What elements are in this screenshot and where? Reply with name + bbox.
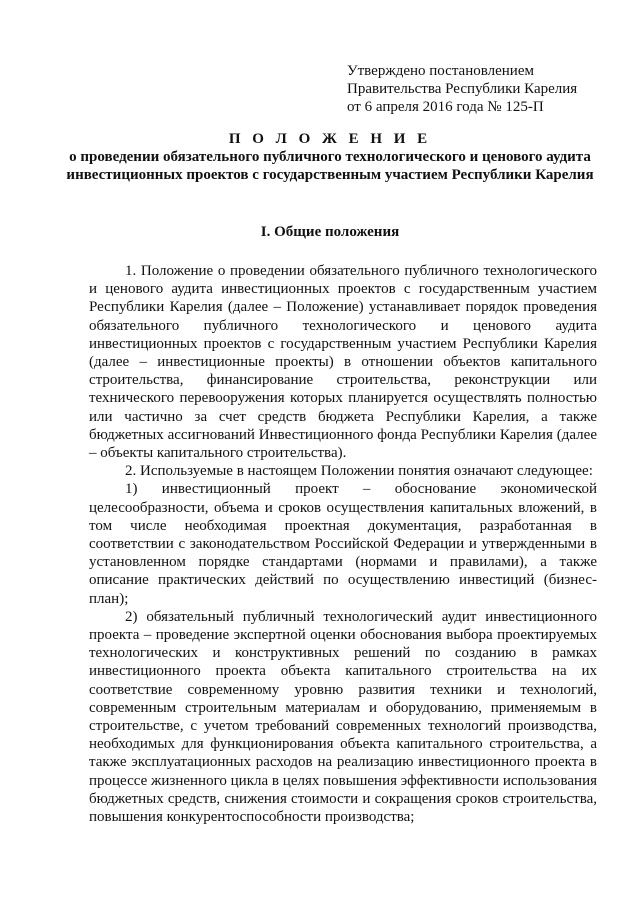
approval-line: Правительства Республики Карелия — [347, 81, 578, 97]
paragraph: 1) инвестиционный проект – обоснование экономической целесообразности, объема и сроков осуществления капитальных вложений, в том числе необходимая проектная документация, разработанная в соответствии с законодательством Российской Федерации и утвержденными в установленном порядке стандартами (нормами и правилами), а также описание практических действий по осуществлению инвестиций (бизнес-план); — [89, 481, 597, 607]
approval-line: от 6 апреля 2016 года № 125-П — [347, 99, 544, 115]
document-body — [89, 262, 597, 826]
paragraph: 2) обязательный публичный технологический аудит инвестиционного проекта – проведение экспертной оценки обоснования выбора проектируемых технологических и конструктивных решений по созданию в рамках инвестиционного проекта объекта капитального строительства на их соответствие современному уровню развития техники и технологий, современным строительным материалам и оборудованию, применяемым в строительстве, с учетом требований современных технологий производства, необходимых для функционирования объекта капитального строительства, а также эксплуатационных расходов на реализацию инвестиционного проекта в процессе жизненного цикла в целях повышения эффективности использования бюджетных средств, снижения стоимости и сокращения сроков строительства, повышения конкурентоспособности производства; — [89, 608, 597, 826]
document-heading — [60, 130, 600, 184]
document-subtitle: о проведении обязательного публичного технологического и ценового аудита инвестиционных проектов с государственным участием Республики Карелия — [66, 149, 594, 183]
section-title: I. Общие положения — [260, 224, 400, 240]
paragraph: 1. Положение о проведении обязательного публичного технологического и ценового аудита инвестиционных проектов с государственным участием Республики Карелия (далее – Положение) устанавливает порядок проведения обязательного публичного технологического и ценового аудита инвестиционных проектов с государственным участием Республики Карелия (далее – инвестиционные проекты) в отношении объектов капитального строительства, финансирование строительства, реконструкции или технического перевооружения которых планируется осуществлять полностью или частично за счет средств бюджета Республики Карелия, а также бюджетных ассигнований Инвестиционного фонда Республики Карелия (далее – объекты капитального строительства). — [89, 263, 597, 462]
document-title: П О Л О Ж Е Н И Е — [228, 131, 432, 147]
paragraph: 2. Используемые в настоящем Положении понятия означают следующее: — [125, 463, 593, 480]
approval-line: Утверждено постановлением — [347, 63, 534, 79]
approval-stamp — [347, 62, 607, 116]
